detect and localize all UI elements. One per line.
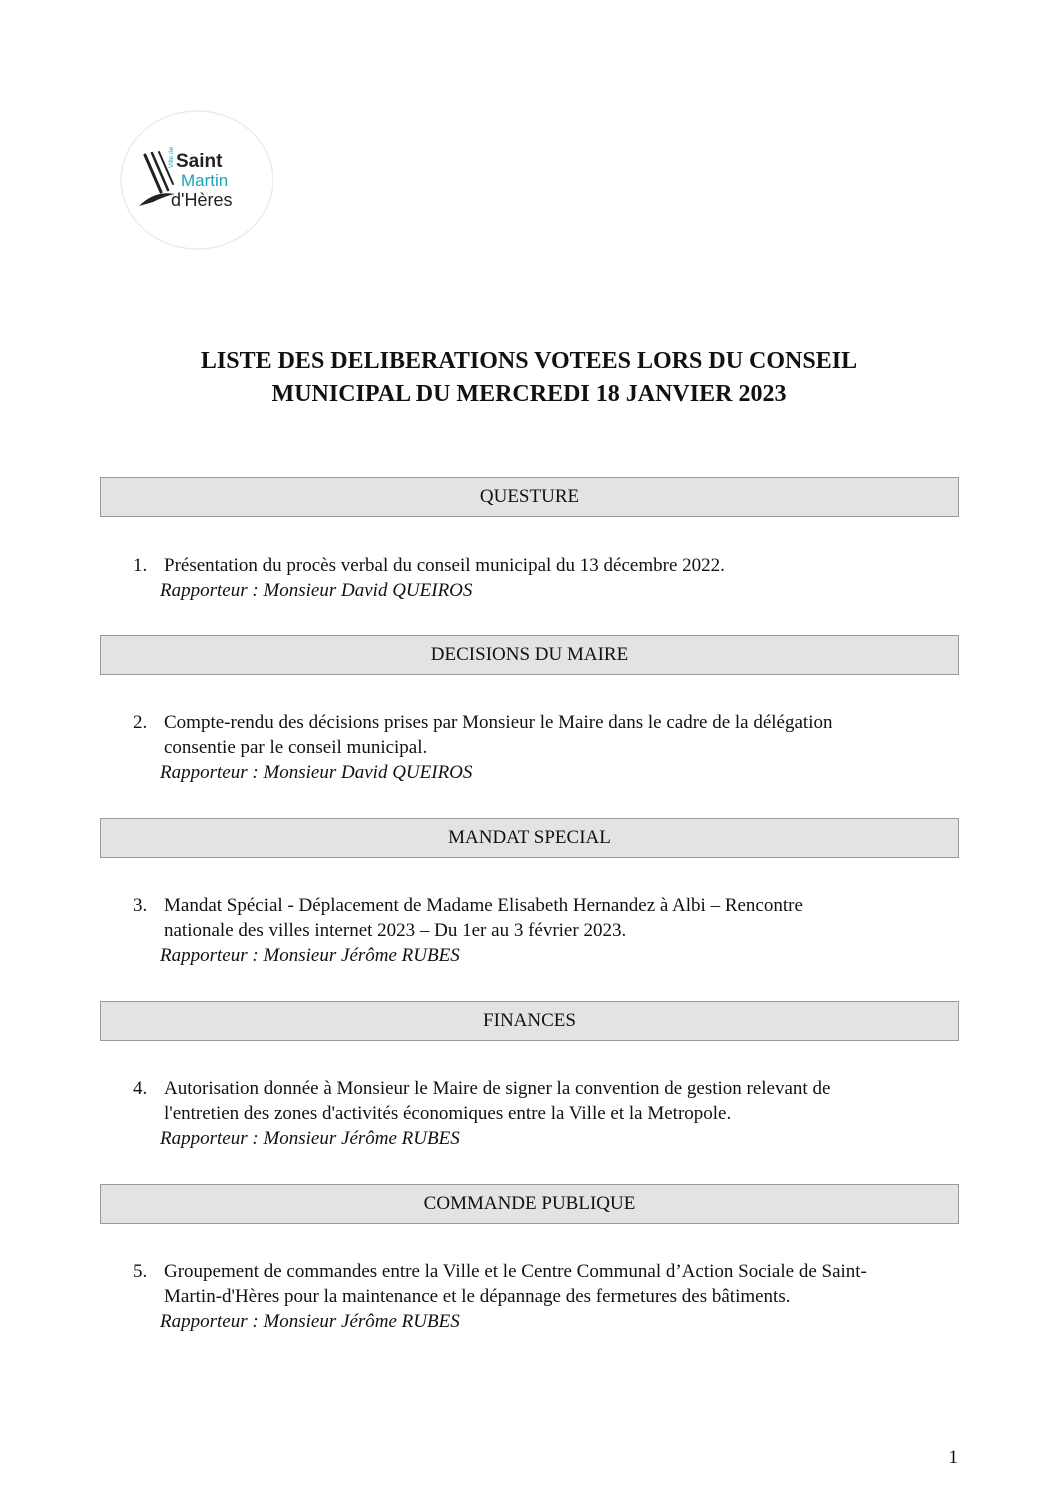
deliberation-item-4 xyxy=(133,1076,963,1151)
item-text-line: nationale des villes internet 2023 – Du 1er au 3 février 2023. xyxy=(164,920,627,941)
item-number: 3. xyxy=(133,895,148,916)
logo-text-dheres: d'Hères xyxy=(171,190,233,210)
item-rapporteur: Rapporteur : Monsieur David QUEIROS xyxy=(160,762,473,783)
title-line-2: MUNICIPAL DU MERCREDI 18 JANVIER 2023 xyxy=(271,381,787,407)
section-header-commande-publique: COMMANDE PUBLIQUE xyxy=(100,1184,959,1224)
item-text-line: Groupement de commandes entre la Ville et le Centre Communal d’Action Sociale de Saint- xyxy=(164,1261,867,1282)
item-number: 4. xyxy=(133,1078,148,1099)
item-text-line: Mandat Spécial - Déplacement de Madame Elisabeth Hernandez à Albi – Rencontre xyxy=(164,895,803,916)
item-text-line: Compte-rendu des décisions prises par Monsieur le Maire dans le cadre de la délégation xyxy=(164,712,833,733)
item-rapporteur: Rapporteur : Monsieur Jérôme RUBES xyxy=(160,1311,460,1332)
page-number: 1 xyxy=(948,1447,958,1468)
item-text-line: Autorisation donnée à Monsieur le Maire de signer la convention de gestion relevant de xyxy=(164,1078,831,1099)
item-rapporteur: Rapporteur : Monsieur Jérôme RUBES xyxy=(160,1128,460,1149)
logo-text-martin: Martin xyxy=(181,171,229,190)
deliberation-item-1 xyxy=(133,553,963,603)
item-rapporteur: Rapporteur : Monsieur Jérôme RUBES xyxy=(160,945,460,966)
saint-martin-dheres-logo xyxy=(113,110,273,250)
deliberation-item-2 xyxy=(133,710,963,785)
item-number: 2. xyxy=(133,712,148,733)
item-number: 1. xyxy=(133,555,148,576)
section-header-finances: FINANCES xyxy=(100,1001,959,1041)
deliberation-item-3 xyxy=(133,893,963,968)
item-text-line: Martin-d'Hères pour la maintenance et le dépannage des fermetures des bâtiments. xyxy=(164,1286,791,1307)
section-header-decisions-du-maire: DECISIONS DU MAIRE xyxy=(100,635,959,675)
item-text-line: Présentation du procès verbal du conseil municipal du 13 décembre 2022. xyxy=(164,555,725,576)
item-text-line: l'entretien des zones d'activités économiques entre la Ville et la Metropole. xyxy=(164,1103,732,1124)
section-header-questure: QUESTURE xyxy=(100,477,959,517)
item-rapporteur: Rapporteur : Monsieur David QUEIROS xyxy=(160,580,473,601)
section-header-mandat-special: MANDAT SPECIAL xyxy=(100,818,959,858)
item-text-line: consentie par le conseil municipal. xyxy=(164,737,428,758)
title-line-1: LISTE DES DELIBERATIONS VOTEES LORS DU CONSEIL xyxy=(200,348,858,374)
deliberation-item-5 xyxy=(133,1259,963,1334)
svg-text:Ville de: Ville de xyxy=(168,146,175,168)
document-title xyxy=(100,345,958,411)
logo-text-saint: Saint xyxy=(176,151,223,172)
item-number: 5. xyxy=(133,1261,148,1282)
